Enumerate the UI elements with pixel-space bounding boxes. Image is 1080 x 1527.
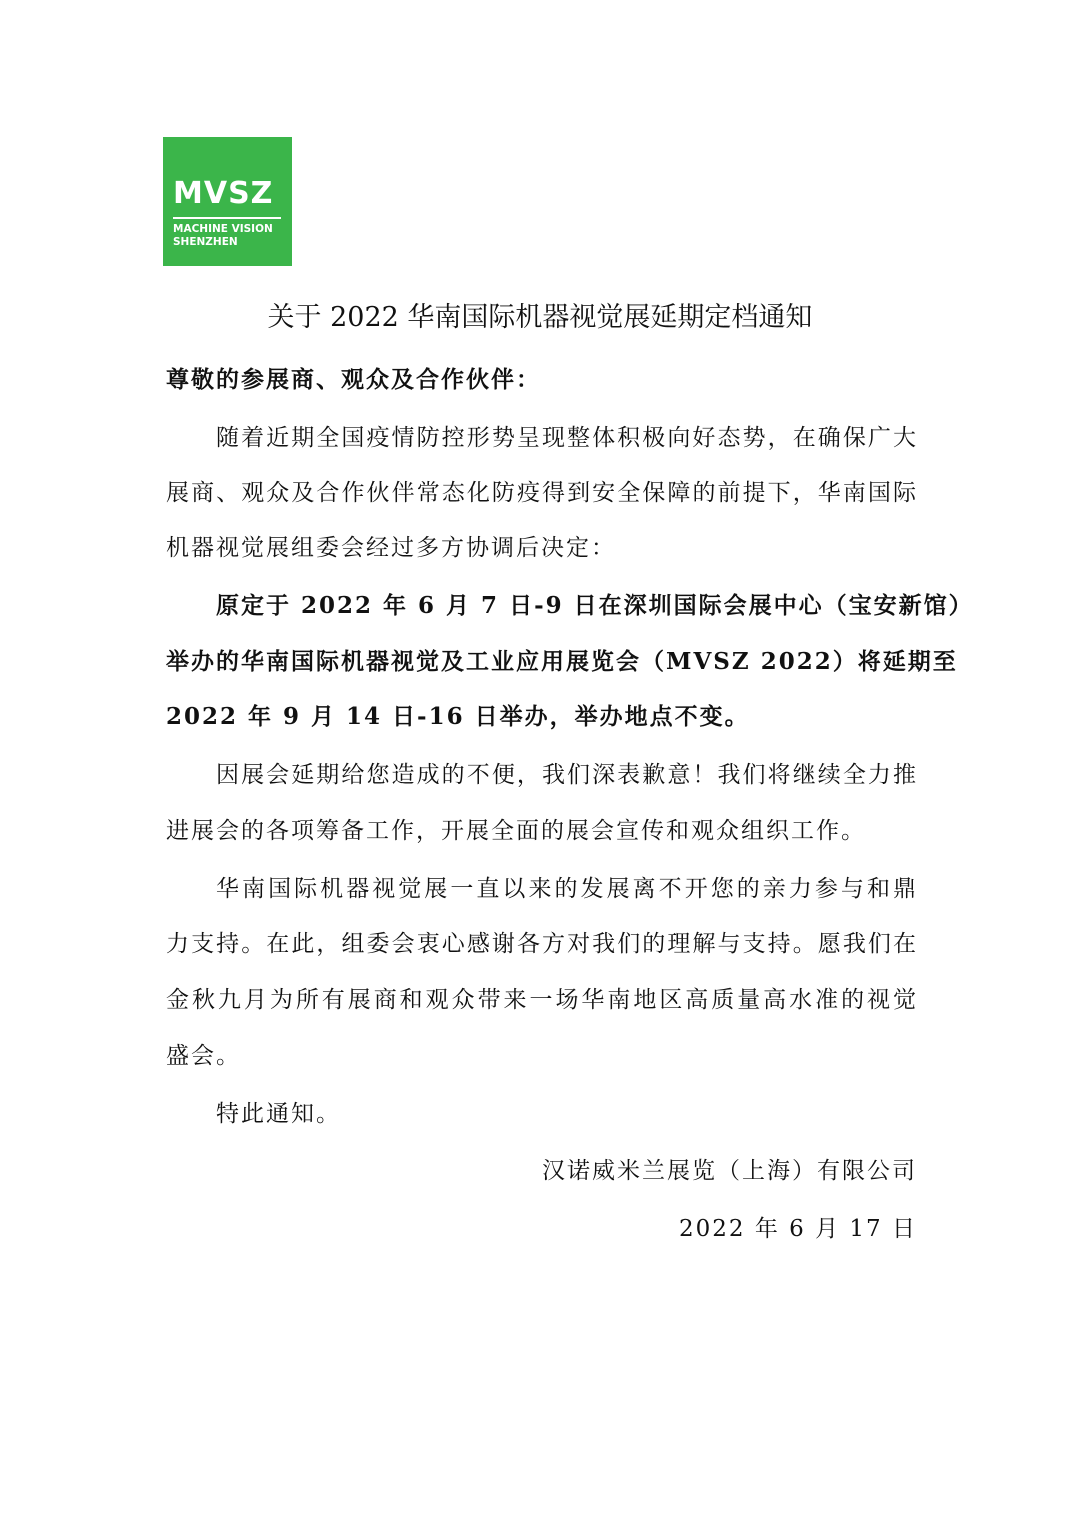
mvsz-logo [163,137,292,266]
paragraph1-line3: 机器视觉展组委会经过多方协调后决定： [166,535,616,561]
paragraph4-line1: 华南国际机器视觉展一直以来的发展离不开您的亲力参与和鼎 [216,876,918,902]
paragraph2-line2: 举办的华南国际机器视觉及工业应用展览会（MVSZ 2022）将延期至 [166,648,958,675]
paragraph4-line3: 金秋九月为所有展商和观众带来一场华南地区高质量高水准的视觉 [166,987,918,1013]
paragraph1-line2: 展商、观众及合作伙伴常态化防疫得到安全保障的前提下，华南国际 [166,480,918,506]
notice-title: 关于 2022 华南国际机器视觉展延期定档通知 [267,302,813,333]
paragraph4-line2: 力支持。在此，组委会衷心感谢各方对我们的理解与支持。愿我们在 [166,931,918,957]
logo-subtitle-line2: SHENZHEN [173,236,238,248]
date: 2022 年 6 月 17 日 [679,1216,917,1242]
paragraph3-line1: 因展会延期给您造成的不便，我们深表歉意！我们将继续全力推 [216,762,918,788]
paragraph4-line4: 盛会。 [166,1043,241,1069]
logo-wordmark: MVSZ [173,176,274,211]
paragraph2-line3: 2022 年 9 月 14 日-16 日举办，举办地点不变。 [166,703,750,730]
signature: 汉诺威米兰展览（上海）有限公司 [542,1158,917,1184]
greeting: 尊敬的参展商、观众及合作伙伴： [166,366,541,393]
logo-divider [173,217,281,219]
paragraph1-line1: 随着近期全国疫情防控形势呈现整体积极向好态势，在确保广大 [216,425,918,451]
paragraph2-line1: 原定于 2022 年 6 月 7 日-9 日在深圳国际会展中心（宝安新馆） [216,592,974,619]
logo-subtitle-line1: MACHINE VISION [173,223,273,235]
paragraph3-line2: 进展会的各项筹备工作，开展全面的展会宣传和观众组织工作。 [166,818,866,844]
closing-text: 特此通知。 [216,1101,341,1127]
